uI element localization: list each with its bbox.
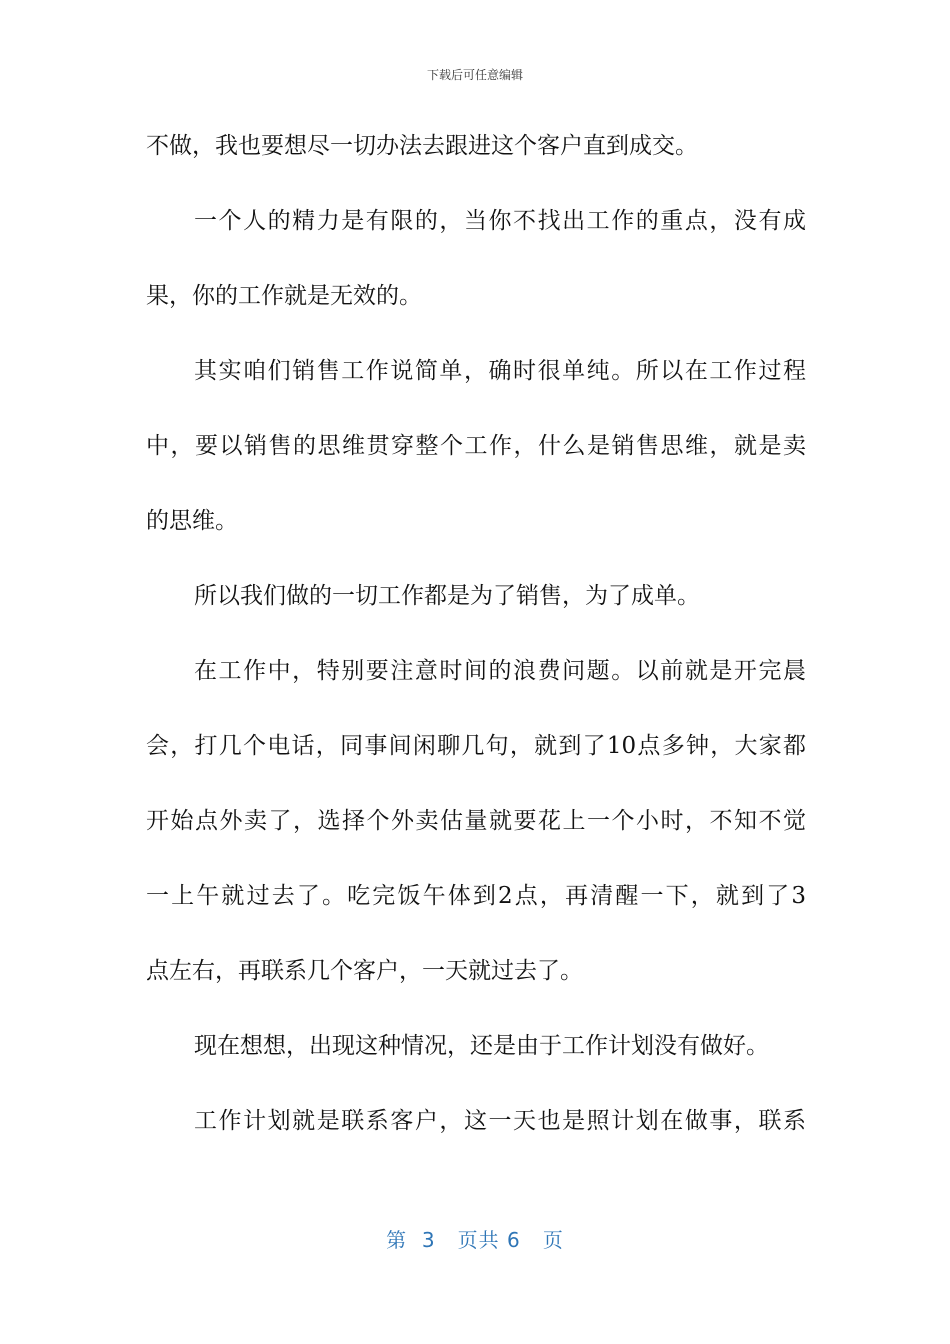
text-line: 现在想想，出现这种情况，还是由于工作计划没有做好。 [194, 1033, 769, 1059]
page-footer-pagination: 第 3 页共 6 页 [386, 1228, 564, 1252]
text-line: 一上午就过去了。吃完饭午体到2点，再清醒一下，就到了3 [146, 883, 806, 909]
text-line: 所以我们做的一切工作都是为了销售，为了成单。 [194, 583, 700, 609]
text-line: 不做，我也要想尽一切办法去跟进这个客户直到成交。 [146, 133, 698, 159]
text-line: 果，你的工作就是无效的。 [146, 283, 422, 309]
text-line: 工作计划就是联系客户，这一天也是照计划在做事，联系 [194, 1108, 806, 1134]
text-line: 会，打几个电话，同事间闲聊几句，就到了10点多钟，大家都 [146, 733, 806, 759]
text-line: 开始点外卖了，选择个外卖估量就要花上一个小时，不知不觉 [146, 808, 806, 834]
text-line: 一个人的精力是有限的，当你不找出工作的重点，没有成 [194, 208, 806, 234]
page-header: 下载后可任意编辑 [426, 68, 523, 82]
document-body [146, 124, 806, 1174]
text-line: 点左右，再联系几个客户，一天就过去了。 [146, 958, 583, 984]
text-line: 的思维。 [146, 508, 238, 534]
text-line: 在工作中，特别要注意时间的浪费问题。以前就是开完晨 [194, 658, 806, 684]
text-line: 中，要以销售的思维贯穿整个工作，什么是销售思维，就是卖 [146, 433, 806, 459]
text-line: 其实咱们销售工作说简单，确时很单纯。所以在工作过程 [194, 358, 806, 384]
